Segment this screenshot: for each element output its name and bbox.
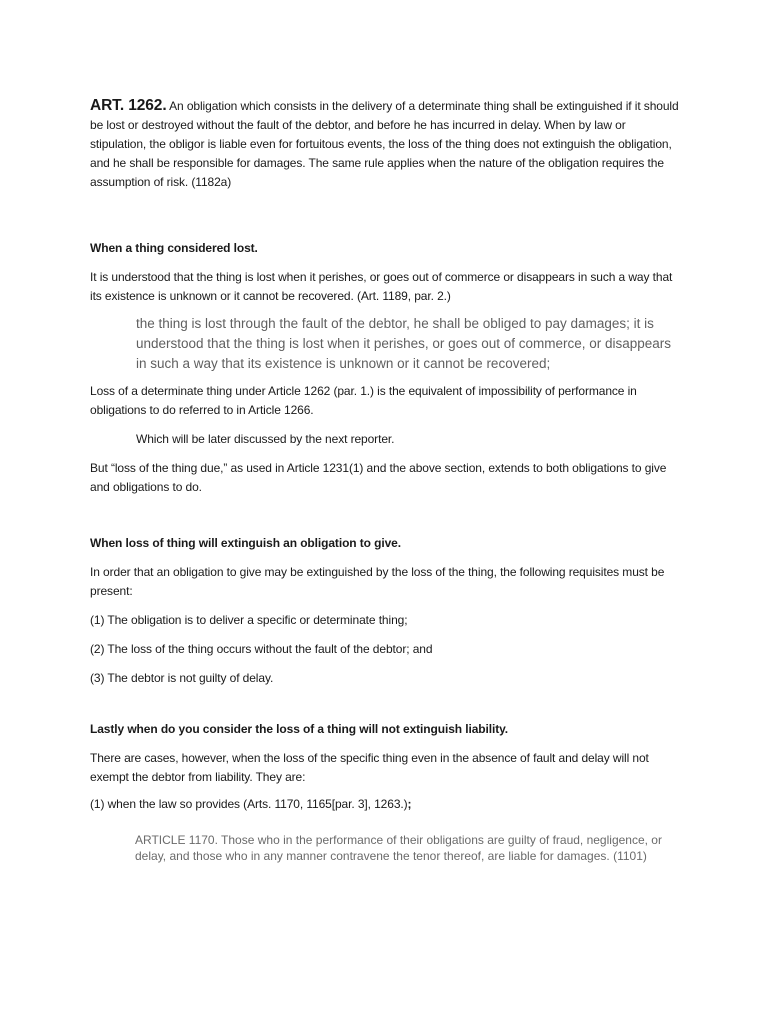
liability-item-1 xyxy=(90,795,680,814)
extinguish-heading: When loss of thing will extinguish an obligation to give. xyxy=(90,536,401,550)
document-body xyxy=(90,96,680,864)
liability-item-1-end: ; xyxy=(407,797,412,811)
lost-text: It is understood that the thing is lost when it perishes, or goes out of commerce or disappears in such a way that its existence is unknown or it cannot be recovered. (Art. 1189, par. 2.) xyxy=(90,270,673,303)
requisite-item: (3) The debtor is not guilty of delay. xyxy=(90,671,274,685)
extends-text: But “loss of the thing due,” as used in Article 1231(1) and the above section, extends to both obligations to give and obligations to do. xyxy=(90,461,667,494)
article-title: ART. 1262. xyxy=(90,97,167,114)
requisite-item: (2) The loss of the thing occurs without the fault of the debtor; and xyxy=(90,642,433,656)
requisite-item: (1) The obligation is to deliver a specific or determinate thing; xyxy=(90,613,408,627)
reporter-note: Which will be later discussed by the next reporter. xyxy=(136,432,395,446)
liability-intro: There are cases, however, when the loss of the specific thing even in the absence of fault and delay will not exempt the debtor from liability. They are: xyxy=(90,751,649,784)
article-text: An obligation which consists in the delivery of a determinate thing shall be extinguished if it should be lost or destroyed without the fault of the debtor, and before he has incurred in delay. When by law or stipulation, the obligor is liable even for fortuitous events, the loss of the thing does not extinguish the obligation, and he shall be responsible for damages. The same rule applies when the nature of the obligation requires the assumption of risk. (1182a) xyxy=(90,99,679,189)
extinguish-intro: In order that an obligation to give may be extinguished by the loss of the thing, the following requisites must be present: xyxy=(90,565,665,598)
lost-quote: the thing is lost through the fault of the debtor, he shall be obliged to pay damages; it is understood that the thing is lost when it perishes, or goes out of commerce, or disappears in such a way that its existence is unknown or it cannot be recovered; xyxy=(136,316,672,371)
article-1170-quote: ARTICLE 1170. Those who in the performance of their obligations are guilty of fraud, negligence, or delay, and those who in any manner contravene the tenor thereof, are liable for damages. (1101) xyxy=(135,833,662,863)
article-1262-paragraph xyxy=(90,96,680,192)
liability-item-1-text: (1) when the law so provides (Arts. 1170, 1165[par. 3], 1263.) xyxy=(90,797,408,811)
liability-heading: Lastly when do you consider the loss of a thing will not extinguish liability. xyxy=(90,722,509,736)
lost-heading: When a thing considered lost. xyxy=(90,241,258,255)
equivalence-text: Loss of a determinate thing under Article 1262 (par. 1.) is the equivalent of impossibility of performance in obligations to do referred to in Article 1266. xyxy=(90,384,637,417)
